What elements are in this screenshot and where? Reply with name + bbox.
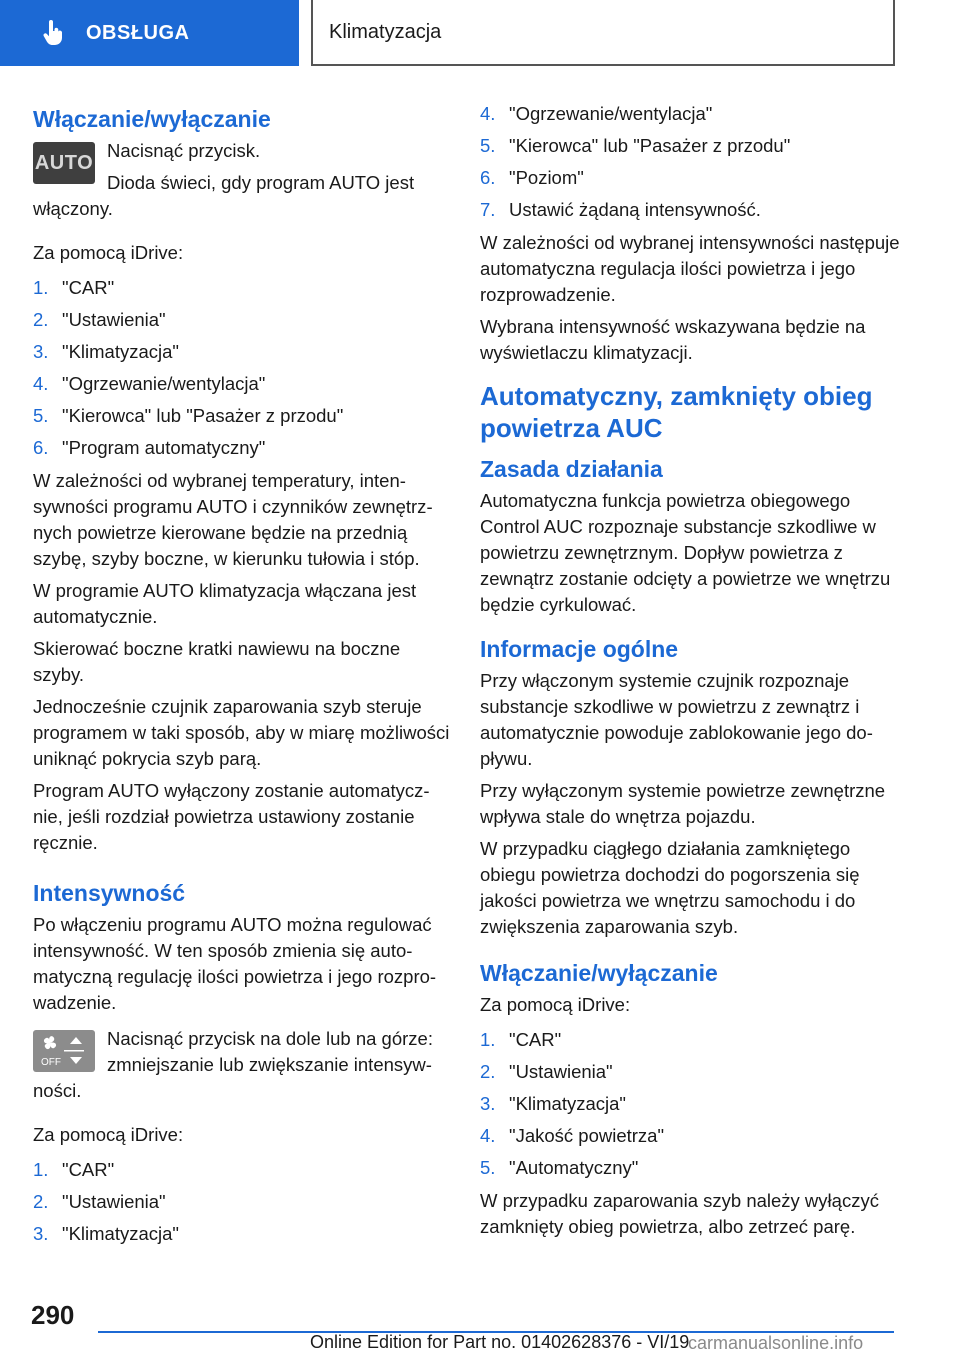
step-item [33,336,450,368]
idrive-intro: Za pomocą iDrive: [480,994,631,1015]
idrive-intro: Za pomocą iDrive: [33,242,184,263]
right-column [480,98,900,1246]
step-text: "Ustawienia" [509,1061,613,1082]
step-number: 6. [480,167,496,188]
step-text: "Ustawienia" [62,309,166,330]
paragraph: Skierować boczne kratki nawiewu na boczne szyby. [33,638,401,685]
step-number: 7. [480,199,496,220]
step-text: "Program automatyczny" [62,437,266,458]
heading-auc: Automatyczny, zamknięty obieg powietrza AUC [480,381,873,443]
paragraph: W zależności od wybranej intensywności następuje automatyczna regulacja ilości powietrza i jego rozprowadzenie. [480,232,900,305]
step-number: 2. [33,309,49,330]
step-text: "Klimatyzacja" [62,1223,179,1244]
heading-principle: Zasada działania [480,456,663,482]
fan-intensity-icon [33,1030,95,1072]
step-item [480,1056,900,1088]
step-text: "Jakość powietrza" [509,1125,665,1146]
heading-on-off: Włączanie/wyłączanie [33,106,271,132]
fan-off-label: OFF [41,1057,61,1068]
step-number: 3. [480,1093,496,1114]
section-tab [0,0,299,66]
step-number: 2. [33,1191,49,1212]
step-item [33,400,450,432]
step-item [480,1120,900,1152]
step-item [33,432,450,464]
page-number: 290 [31,1300,75,1330]
step-item [33,368,450,400]
step-item [33,1218,450,1250]
step-item [33,304,450,336]
left-column [33,98,450,1254]
heading-on-off-auc: Włączanie/wyłączanie [480,960,718,986]
press-button-text: Nacisnąć przycisk. [107,140,261,161]
led-text: Dioda świeci, gdy program AUTO jest włączony. [33,172,415,219]
watermark: carmanualsonline.info [688,1333,864,1353]
auto-button-icon [33,142,95,184]
chapter-title: Klimatyzacja [311,0,895,66]
steps-list-1 [33,272,450,464]
step-number: 2. [480,1061,496,1082]
fan-icon [36,1033,92,1069]
paragraph: Wybrana intensywność wskazywana będzie na wyświetlaczu klimatyzacji. [480,316,866,363]
heading-intensity: Intensywność [33,880,186,906]
step-item [480,98,900,130]
step-item [480,130,900,162]
step-text: "Ustawienia" [62,1191,166,1212]
step-text: "Ogrzewanie/wentylacja" [62,373,266,394]
auto-icon-label: AUTO [34,152,94,174]
paragraph: W programie AUTO klimatyzacja włączana jest automatycznie. [33,580,417,627]
step-number: 5. [480,135,496,156]
step-text: "Klimatyzacja" [62,341,179,362]
paragraph: Automatyczna funkcja powietrza obiegowego Control AUC rozpoznaje substancje szkodliwe w powietrzu zewnętrznym. Dopływ powietrza z zewnątrz zostanie odcięty a powietrze we wnętrzu będzie cyrkulować. [480,490,891,615]
step-item [480,162,900,194]
step-text: "Kierowca" lub "Pasażer z przodu" [62,405,344,426]
press-updown-text: Nacisnąć przycisk na dole lub na górze: zmniejszanie lub zwiększanie intensywności. [33,1028,433,1101]
paragraph: W zależności od wybranej temperatury, intensywności programu AUTO i czynników zewnętrznych powietrze kierowane będzie na przednią szybę, szyby boczne, w kierunku tułowia i stóp. [33,470,433,569]
heading-general: Informacje ogólne [480,636,679,662]
paragraph: Program AUTO wyłączony zostanie automatycznie, jeśli rozdział powietrza ustawiony zostanie ręcznie. [33,780,430,853]
step-text: "CAR" [509,1029,562,1050]
section-label: OBSŁUGA [86,21,190,44]
hand-pointer-icon [40,20,66,46]
step-item [33,1186,450,1218]
step-number: 4. [33,373,49,394]
step-item [33,272,450,304]
step-number: 1. [33,277,49,298]
step-text: "Poziom" [509,167,584,188]
step-number: 1. [33,1159,49,1180]
step-item [480,1088,900,1120]
step-number: 1. [480,1029,496,1050]
paragraph: Przy wyłączonym systemie powietrze zewnętrzne wpływa stale do wnętrza pojazdu. [480,780,886,827]
auto-button-block [33,138,450,228]
step-text: "Automatyczny" [509,1157,639,1178]
step-text: "Ogrzewanie/wentylacja" [509,103,713,124]
step-number: 4. [480,103,496,124]
idrive-intro: Za pomocą iDrive: [33,1124,184,1145]
paragraph: W przypadku ciągłego działania zamkniętego obiegu powietrza dochodzi do pogorszenia się jakości powietrza we wnętrzu samochodu i do zwiększenia zaparowania szyb. [480,838,860,937]
steps-list-3 [480,1024,900,1184]
step-item [33,1154,450,1186]
step-number: 6. [33,437,49,458]
step-number: 4. [480,1125,496,1146]
edition-text: Online Edition for Part no. 01402628376 - VI/19 [310,1332,690,1352]
step-number: 5. [480,1157,496,1178]
step-text: "CAR" [62,277,115,298]
page-header [0,0,960,66]
step-number: 5. [33,405,49,426]
step-number: 3. [33,341,49,362]
fan-button-block [33,1026,450,1110]
step-number: 3. [33,1223,49,1244]
steps-list-continued [480,98,900,226]
paragraph: Jednocześnie czujnik zaparowania szyb steruje programem w taki sposób, aby w miarę możliwości uniknąć pokrycia szyb parą. [33,696,450,769]
step-text: "Kierowca" lub "Pasażer z przodu" [509,135,791,156]
steps-list-2 [33,1154,450,1250]
paragraph: Po włączeniu programu AUTO można regulować intensywność. W ten sposób zmienia się automatyczną regulację ilości powietrza i jego rozprowadzenie. [33,914,437,1013]
paragraph: Przy włączonym systemie czujnik rozpoznaje substancje szkodliwe w powietrzu z zewnątrz i automatycznie powoduje zablokowanie jego dopływu. [480,670,873,769]
step-text: "CAR" [62,1159,115,1180]
step-item [480,1024,900,1056]
paragraph: W przypadku zaparowania szyb należy wyłączyć zamknięty obieg powietrza, albo zetrzeć parę. [480,1190,879,1237]
step-text: "Klimatyzacja" [509,1093,626,1114]
step-item [480,1152,900,1184]
step-text: Ustawić żądaną intensywność. [509,199,761,220]
step-item [480,194,900,226]
